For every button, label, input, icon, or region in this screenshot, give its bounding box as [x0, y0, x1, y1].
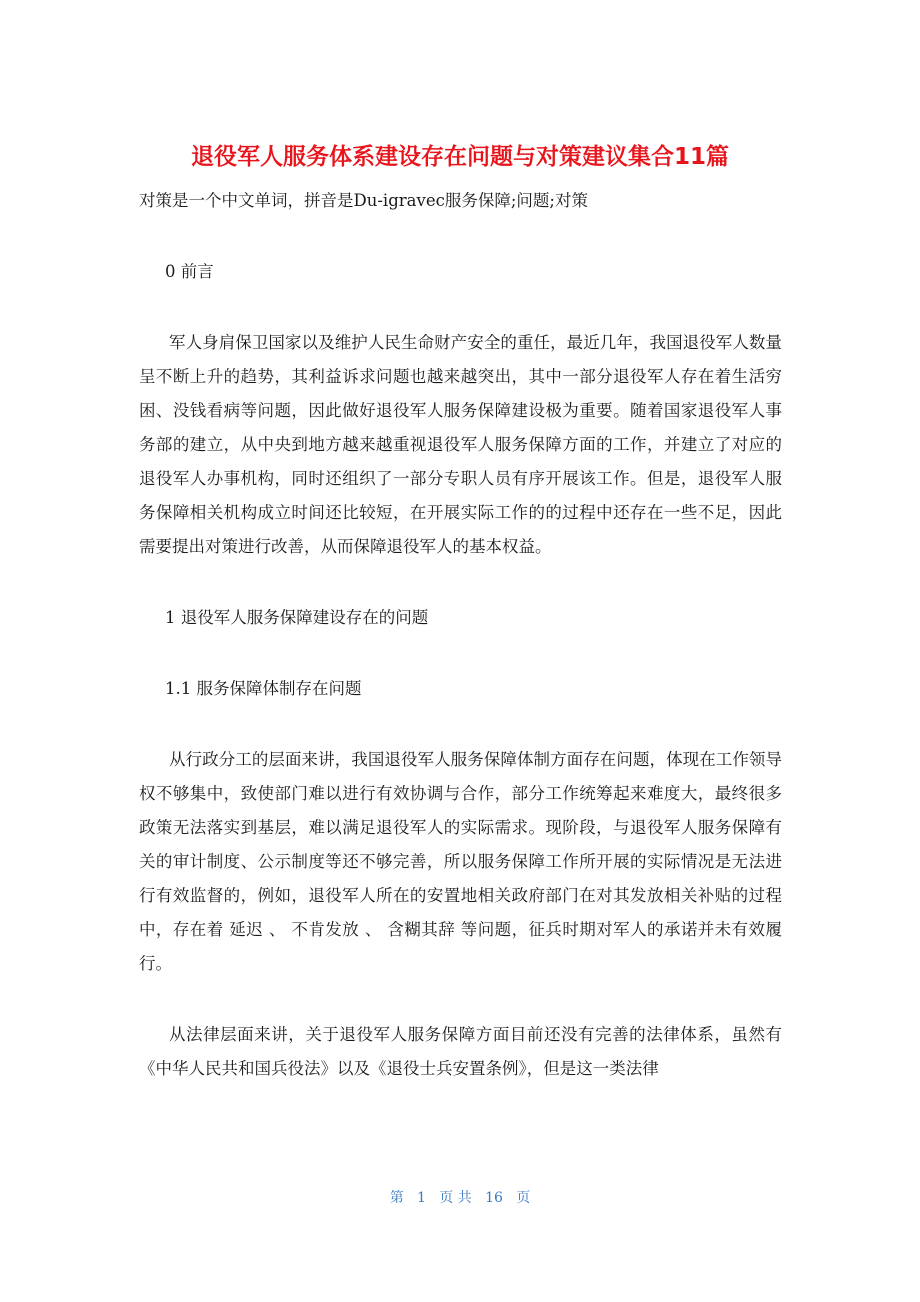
document-title: 退役军人服务体系建设存在问题与对策建议集合11篇 — [190, 144, 729, 170]
section-1-1-heading: 1.1 服务保障体制存在问题 — [165, 679, 362, 698]
preface-paragraph: 军人身肩保卫国家以及维护人民生命财产安全的重任，最近几年，我国退役军人数量呈不断上升的趋势，其利益诉求问题也越来越突出，其中一部分退役军人存在着生活穷困、没钱看病等问题，因此做好退役军人服务保障建设极为重要。随着国家退役军人事务部的建立，从中央到地方越来越重视退役军人服务保障方面的工作，并建立了对应的退役军人办事机构，同时还组织了一部分专职人员有序开展该工作。但是，退役军人服务保障相关机构成立时间还比较短，在开展实际工作的的过程中还存在一些不足，因此需要提出对策进行改善，从而保障退役军人的基本权益。 — [139, 333, 782, 556]
preface-heading: 0 前言 — [165, 262, 214, 281]
page-footer: 第 1 页 共 16 页 — [389, 1190, 531, 1206]
document-subtitle: 对策是一个中文单词，拼音是Du-igravec服务保障;问题;对策 — [139, 191, 588, 210]
section-1-1-paragraph-2: 从法律层面来讲，关于退役军人服务保障方面目前还没有完善的法律体系，虽然有《中华人民共和国兵役法》以及《退役士兵安置条例》，但是这一类法律 — [139, 1025, 782, 1078]
document-body — [139, 184, 782, 1123]
section-1-heading: 1 退役军人服务保障建设存在的问题 — [165, 608, 429, 627]
section-1-1-paragraph-1: 从行政分工的层面来讲，我国退役军人服务保障体制方面存在问题，体现在工作领导权不够集中，致使部门难以进行有效协调与合作，部分工作统筹起来难度大，最终很多政策无法落实到基层，难以满足退役军人的实际需求。现阶段，与退役军人服务保障有关的审计制度、公示制度等还不够完善，所以服务保障工作所开展的实际情况是无法进行有效监督的，例如，退役军人所在的安置地相关政府部门在对其发放相关补贴的过程中，存在着 延迟 、 不肯发放 、 含糊其辞 等问题，征兵时期对军人的承诺并未有效履行。 — [139, 750, 782, 973]
